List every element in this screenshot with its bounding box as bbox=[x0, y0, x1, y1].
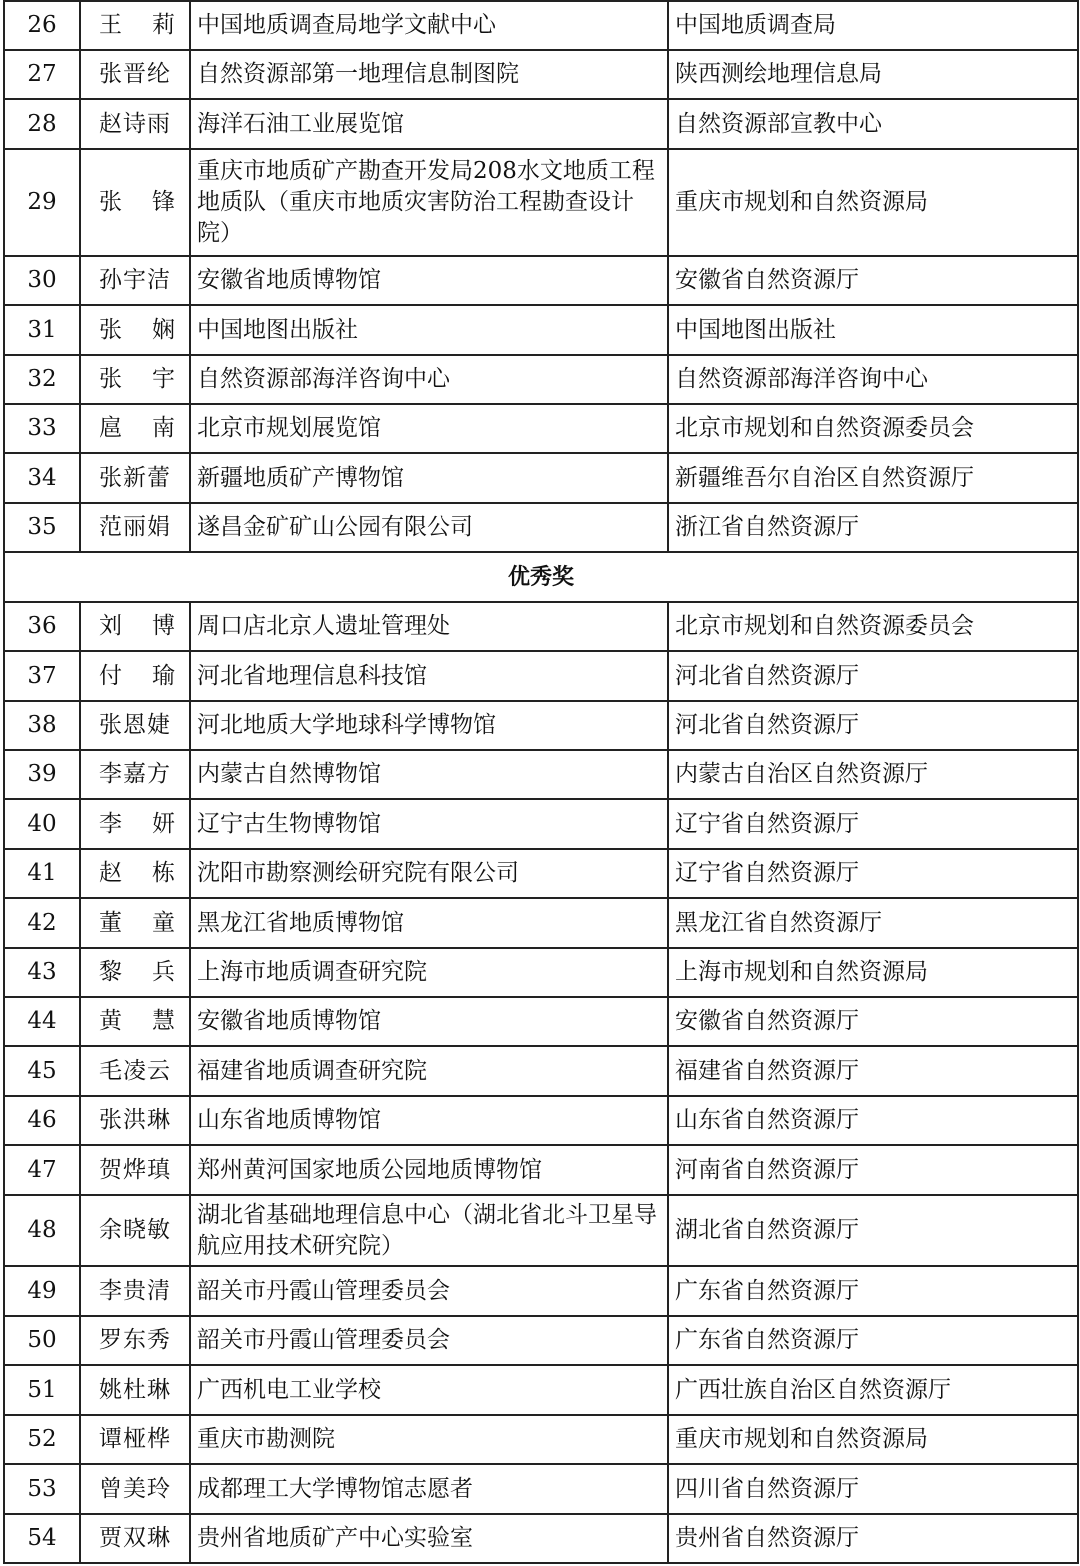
table-row bbox=[4, 503, 1078, 552]
table-row bbox=[4, 1195, 1078, 1266]
person-name-cell bbox=[80, 1266, 190, 1316]
person-name: 张 娴 bbox=[99, 316, 175, 343]
recommending-unit: 重庆市规划和自然资源局 bbox=[668, 1415, 1078, 1464]
recommending-unit: 上海市规划和自然资源局 bbox=[668, 948, 1078, 997]
work-unit: 韶关市丹霞山管理委员会 bbox=[190, 1316, 668, 1365]
work-unit: 辽宁古生物博物馆 bbox=[190, 799, 668, 849]
person-name-cell bbox=[80, 1316, 190, 1365]
person-name-cell bbox=[80, 948, 190, 997]
person-name: 张 锋 bbox=[99, 189, 175, 215]
recommending-unit: 广东省自然资源厅 bbox=[668, 1316, 1078, 1365]
row-number: 26 bbox=[4, 1, 80, 50]
row-number: 50 bbox=[4, 1316, 80, 1365]
person-name: 姚杜琳 bbox=[99, 1376, 171, 1403]
table-row bbox=[4, 355, 1078, 404]
table-row bbox=[4, 602, 1078, 651]
work-unit: 成都理工大学博物馆志愿者 bbox=[190, 1464, 668, 1514]
work-unit: 新疆地质矿产博物馆 bbox=[190, 453, 668, 503]
work-unit: 贵州省地质矿产中心实验室 bbox=[190, 1514, 668, 1563]
table-row bbox=[4, 404, 1078, 453]
table-row bbox=[4, 1415, 1078, 1464]
row-number: 28 bbox=[4, 99, 80, 149]
table-row bbox=[4, 1096, 1078, 1145]
person-name: 毛凌云 bbox=[99, 1057, 171, 1084]
work-unit: 安徽省地质博物馆 bbox=[190, 997, 668, 1046]
recommending-unit: 北京市规划和自然资源委员会 bbox=[668, 602, 1078, 651]
recommending-unit: 广东省自然资源厅 bbox=[668, 1266, 1078, 1316]
work-unit: 山东省地质博物馆 bbox=[190, 1096, 668, 1145]
work-unit: 北京市规划展览馆 bbox=[190, 404, 668, 453]
person-name: 黎 兵 bbox=[99, 959, 175, 985]
row-number: 46 bbox=[4, 1096, 80, 1145]
work-unit: 遂昌金矿矿山公园有限公司 bbox=[190, 503, 668, 552]
work-unit: 上海市地质调查研究院 bbox=[190, 948, 668, 997]
table-row bbox=[4, 1514, 1078, 1563]
recommending-unit: 山东省自然资源厅 bbox=[668, 1096, 1078, 1145]
person-name-cell bbox=[80, 404, 190, 453]
work-unit: 韶关市丹霞山管理委员会 bbox=[190, 1266, 668, 1316]
recommending-unit: 自然资源部宣教中心 bbox=[668, 99, 1078, 149]
person-name: 谭桠桦 bbox=[99, 1426, 171, 1452]
recommending-unit: 新疆维吾尔自治区自然资源厅 bbox=[668, 453, 1078, 503]
row-number: 49 bbox=[4, 1266, 80, 1316]
table-row bbox=[4, 799, 1078, 849]
person-name: 孙宇洁 bbox=[99, 267, 171, 293]
person-name: 董 童 bbox=[99, 909, 175, 936]
work-unit: 广西机电工业学校 bbox=[190, 1365, 668, 1415]
row-number: 36 bbox=[4, 602, 80, 651]
row-number: 40 bbox=[4, 799, 80, 849]
work-unit: 河北省地理信息科技馆 bbox=[190, 651, 668, 701]
work-unit: 中国地图出版社 bbox=[190, 305, 668, 355]
recommending-unit: 辽宁省自然资源厅 bbox=[668, 799, 1078, 849]
person-name: 付 瑜 bbox=[99, 662, 175, 689]
row-number: 42 bbox=[4, 898, 80, 948]
person-name-cell bbox=[80, 651, 190, 701]
recommending-unit: 中国地质调查局 bbox=[668, 1, 1078, 50]
person-name-cell bbox=[80, 305, 190, 355]
row-number: 47 bbox=[4, 1145, 80, 1195]
table-row bbox=[4, 701, 1078, 750]
row-number: 51 bbox=[4, 1365, 80, 1415]
row-number: 30 bbox=[4, 256, 80, 305]
person-name: 赵诗雨 bbox=[99, 110, 171, 137]
person-name: 张晋纶 bbox=[99, 61, 171, 87]
recommending-unit: 广西壮族自治区自然资源厅 bbox=[668, 1365, 1078, 1415]
person-name-cell bbox=[80, 503, 190, 552]
section-title: 优秀奖 bbox=[4, 552, 1078, 602]
person-name: 张洪琳 bbox=[99, 1107, 171, 1133]
person-name-cell bbox=[80, 1195, 190, 1266]
person-name-cell bbox=[80, 799, 190, 849]
person-name-cell bbox=[80, 1096, 190, 1145]
work-unit: 沈阳市勘察测绘研究院有限公司 bbox=[190, 849, 668, 898]
table-row bbox=[4, 99, 1078, 149]
person-name-cell bbox=[80, 997, 190, 1046]
work-unit: 自然资源部海洋咨询中心 bbox=[190, 355, 668, 404]
person-name: 余晓敏 bbox=[99, 1217, 171, 1243]
person-name: 罗东秀 bbox=[99, 1327, 171, 1353]
recommending-unit: 内蒙古自治区自然资源厅 bbox=[668, 750, 1078, 799]
recommending-unit: 河南省自然资源厅 bbox=[668, 1145, 1078, 1195]
table-row bbox=[4, 849, 1078, 898]
work-unit: 中国地质调查局地学文献中心 bbox=[190, 1, 668, 50]
person-name-cell bbox=[80, 1046, 190, 1096]
row-number: 48 bbox=[4, 1195, 80, 1266]
awards-table-body bbox=[4, 1, 1078, 1563]
person-name-cell bbox=[80, 1514, 190, 1563]
person-name-cell bbox=[80, 602, 190, 651]
work-unit: 自然资源部第一地理信息制图院 bbox=[190, 50, 668, 99]
table-row bbox=[4, 1, 1078, 50]
person-name-cell bbox=[80, 50, 190, 99]
recommending-unit: 中国地图出版社 bbox=[668, 305, 1078, 355]
person-name-cell bbox=[80, 1365, 190, 1415]
person-name: 张恩婕 bbox=[99, 712, 171, 738]
table-row bbox=[4, 453, 1078, 503]
table-row bbox=[4, 651, 1078, 701]
person-name: 李贵清 bbox=[99, 1277, 171, 1304]
work-unit: 周口店北京人遗址管理处 bbox=[190, 602, 668, 651]
row-number: 53 bbox=[4, 1464, 80, 1514]
recommending-unit: 北京市规划和自然资源委员会 bbox=[668, 404, 1078, 453]
table-row bbox=[4, 50, 1078, 99]
work-unit: 黑龙江省地质博物馆 bbox=[190, 898, 668, 948]
row-number: 45 bbox=[4, 1046, 80, 1096]
table-row bbox=[4, 898, 1078, 948]
table-row bbox=[4, 1266, 1078, 1316]
person-name-cell bbox=[80, 849, 190, 898]
table-row bbox=[4, 1046, 1078, 1096]
row-number: 43 bbox=[4, 948, 80, 997]
person-name-cell bbox=[80, 99, 190, 149]
recommending-unit: 安徽省自然资源厅 bbox=[668, 997, 1078, 1046]
work-unit: 重庆市勘测院 bbox=[190, 1415, 668, 1464]
recommending-unit: 福建省自然资源厅 bbox=[668, 1046, 1078, 1096]
table-row bbox=[4, 997, 1078, 1046]
work-unit: 湖北省基础地理信息中心（湖北省北斗卫星导航应用技术研究院） bbox=[190, 1195, 668, 1266]
person-name-cell bbox=[80, 1464, 190, 1514]
table-row bbox=[4, 1316, 1078, 1365]
section-header-row bbox=[4, 552, 1078, 602]
row-number: 39 bbox=[4, 750, 80, 799]
recommending-unit: 浙江省自然资源厅 bbox=[668, 503, 1078, 552]
person-name-cell bbox=[80, 701, 190, 750]
table-row bbox=[4, 1464, 1078, 1514]
person-name: 贺烨瑱 bbox=[99, 1156, 171, 1183]
awards-table bbox=[3, 0, 1079, 1564]
person-name: 张新蕾 bbox=[99, 464, 171, 491]
person-name: 刘 博 bbox=[99, 613, 175, 639]
recommending-unit: 河北省自然资源厅 bbox=[668, 651, 1078, 701]
person-name: 李嘉方 bbox=[99, 761, 171, 787]
row-number: 35 bbox=[4, 503, 80, 552]
person-name-cell bbox=[80, 149, 190, 256]
recommending-unit: 河北省自然资源厅 bbox=[668, 701, 1078, 750]
row-number: 54 bbox=[4, 1514, 80, 1563]
row-number: 41 bbox=[4, 849, 80, 898]
person-name: 扈 南 bbox=[99, 415, 175, 441]
row-number: 44 bbox=[4, 997, 80, 1046]
person-name: 王 莉 bbox=[99, 12, 175, 38]
table-row bbox=[4, 948, 1078, 997]
recommending-unit: 黑龙江省自然资源厅 bbox=[668, 898, 1078, 948]
person-name-cell bbox=[80, 355, 190, 404]
work-unit: 重庆市地质矿产勘查开发局208水文地质工程地质队（重庆市地质灾害防治工程勘查设计院） bbox=[190, 149, 668, 256]
person-name: 贾双琳 bbox=[99, 1525, 171, 1551]
work-unit: 福建省地质调查研究院 bbox=[190, 1046, 668, 1096]
person-name-cell bbox=[80, 1415, 190, 1464]
work-unit: 海洋石油工业展览馆 bbox=[190, 99, 668, 149]
recommending-unit: 湖北省自然资源厅 bbox=[668, 1195, 1078, 1266]
recommending-unit: 重庆市规划和自然资源局 bbox=[668, 149, 1078, 256]
person-name-cell bbox=[80, 750, 190, 799]
row-number: 27 bbox=[4, 50, 80, 99]
row-number: 52 bbox=[4, 1415, 80, 1464]
person-name: 赵 栋 bbox=[99, 860, 175, 886]
person-name-cell bbox=[80, 898, 190, 948]
person-name: 曾美玲 bbox=[99, 1475, 171, 1502]
row-number: 33 bbox=[4, 404, 80, 453]
table-row bbox=[4, 750, 1078, 799]
row-number: 38 bbox=[4, 701, 80, 750]
work-unit: 内蒙古自然博物馆 bbox=[190, 750, 668, 799]
table-row bbox=[4, 1365, 1078, 1415]
row-number: 37 bbox=[4, 651, 80, 701]
table-row bbox=[4, 149, 1078, 256]
person-name-cell bbox=[80, 1, 190, 50]
table-row bbox=[4, 256, 1078, 305]
table-row bbox=[4, 305, 1078, 355]
person-name: 黄 慧 bbox=[99, 1008, 175, 1034]
row-number: 34 bbox=[4, 453, 80, 503]
recommending-unit: 自然资源部海洋咨询中心 bbox=[668, 355, 1078, 404]
person-name: 李 妍 bbox=[99, 810, 175, 837]
recommending-unit: 安徽省自然资源厅 bbox=[668, 256, 1078, 305]
recommending-unit: 辽宁省自然资源厅 bbox=[668, 849, 1078, 898]
row-number: 29 bbox=[4, 149, 80, 256]
person-name: 张 宇 bbox=[99, 366, 175, 392]
recommending-unit: 贵州省自然资源厅 bbox=[668, 1514, 1078, 1563]
row-number: 32 bbox=[4, 355, 80, 404]
person-name: 范丽娟 bbox=[99, 514, 171, 540]
person-name-cell bbox=[80, 256, 190, 305]
work-unit: 郑州黄河国家地质公园地质博物馆 bbox=[190, 1145, 668, 1195]
row-number: 31 bbox=[4, 305, 80, 355]
recommending-unit: 陕西测绘地理信息局 bbox=[668, 50, 1078, 99]
work-unit: 河北地质大学地球科学博物馆 bbox=[190, 701, 668, 750]
work-unit: 安徽省地质博物馆 bbox=[190, 256, 668, 305]
table-row bbox=[4, 1145, 1078, 1195]
recommending-unit: 四川省自然资源厅 bbox=[668, 1464, 1078, 1514]
person-name-cell bbox=[80, 453, 190, 503]
person-name-cell bbox=[80, 1145, 190, 1195]
